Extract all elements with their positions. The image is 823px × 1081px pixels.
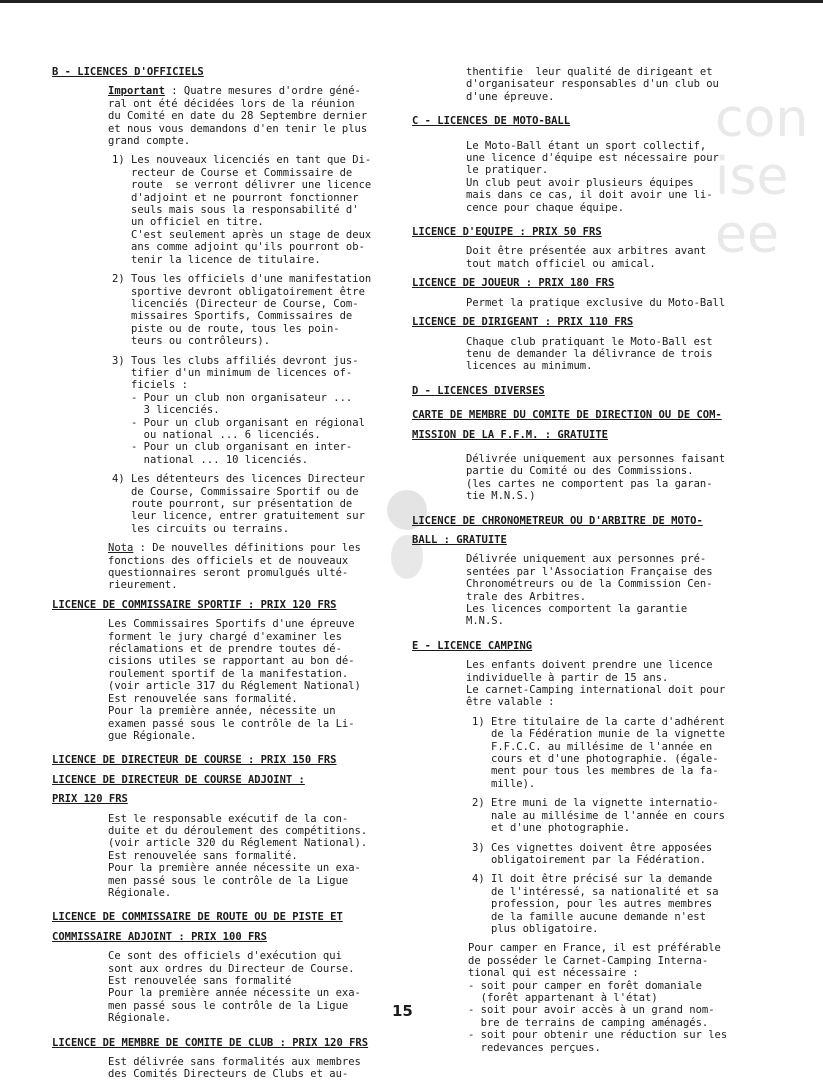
- directeur-text: Est le responsable exécutif de la con- duite et du déroulement des compétitions. (voir article 320 du Réglement National). Est renouvelée sans formalité. Pour la première année nécessite un exa- men passé sous le contrôle de la Ligue Régionale.: [108, 812, 368, 899]
- licence-directeur-adjoint-heading: LICENCE DE DIRECTEUR DE COURSE ADJOINT :: [52, 773, 305, 786]
- nota-paragraph: Nota : De nouvelles définitions pour les fonctions des officiels et de nouveaux questionnaires seront promulgués ulté- rieurement.: [108, 542, 361, 592]
- continued-text: thentifie leur qualité de dirigeant et d'organisateur responsables d'un club ou d'une épreuve.: [466, 66, 719, 103]
- left-column: [52, 66, 398, 1081]
- list-item: 2) Etre muni de la vignette internatio- nale au millésime de l'année en cours et d'une photographie.: [472, 797, 725, 835]
- list-item: 4) Les détenteurs des licences Directeur de Course, Commissaire Sportif ou de route pourront, sur présentation de leur licence, entrer gratuitement sur les circuits ou terrains.: [112, 473, 365, 535]
- licence-equipe-heading: LICENCE D'EQUIPE : PRIX 50 FRS: [412, 226, 602, 239]
- club-text: Est délivrée sans formalités aux membres des Comités Directeurs de Clubs et au-: [108, 1056, 361, 1081]
- list-item: 3) Ces vignettes doivent être apposées obligatoirement par la Fédération.: [472, 841, 713, 866]
- licence-membre-comite-club-heading: LICENCE DE MEMBRE DE COMITE DE CLUB : PRIX 120 FRS: [52, 1036, 369, 1049]
- list-item: 2) Tous les officiels d'une manifestation sportive devront obligatoirement être licenciés (Directeur de Course, Com- missaires Sportifs, Commissaires de piste ou de route, tous les poin- teurs ou contrôleurs).: [112, 273, 372, 348]
- officials-list: [52, 154, 398, 591]
- right-column: [412, 66, 762, 1054]
- sportif-text: Les Commissaires Sportifs d'une épreuve forment le jury chargé d'examiner les réclamations et de prendre toutes dé- cisions utiles se rapportant au bon dé- roulement sportif de la manifestation. (voir article 317 du Réglement National) Est renouvelée sans formalité. Pour la première année, nécessite un examen passé sous le contrôle de la Li- gue Régionale.: [108, 618, 361, 742]
- carte-text: Délivrée uniquement aux personnes faisant partie du Comité ou des Commissions. (les cartes ne comportent pas la garan- tie M.N.S.): [466, 452, 726, 503]
- equipe-text: Doit être présentée aux arbitres avant tout match officiel ou amical.: [466, 245, 707, 270]
- carte-membre-heading: CARTE DE MEMBRE DU COMITE DE DIRECTION OU DE COM-: [412, 409, 722, 422]
- licence-chronometreur-heading: LICENCE DE CHRONOMETREUR OU D'ARBITRE DE MOTO-: [412, 514, 703, 527]
- joueur-text: Permet la pratique exclusive du Moto-Ball: [466, 296, 726, 309]
- ball-gratuite-heading: BALL : GRATUITE: [412, 533, 507, 546]
- dirigeant-text: Chaque club pratiquant le Moto-Ball est tenu de demander la délivrance de trois licences au minimum.: [466, 335, 713, 373]
- list-item: 1) Les nouveaux licenciés en tant que Di- recteur de Course et Commissaire de route se verront délivrer une licence d'adjoint et ne pourront fonctionner seuls mais sous la responsabilité d' un officiel en titre. C'est seulement après un stage de deux ans comme adjoint qu'ils pourront ob- tenir la licence de titulaire.: [112, 154, 372, 266]
- list-item: 1) Etre titulaire de la carte d'adhérent de la Fédération munie de la vignette F.F.C.C. au millésime de l'année en cours et d'une photographie. (égale- ment pour tous les membres de la fa- mille).: [472, 715, 725, 790]
- bleed-through-text: con ise ee: [715, 90, 809, 265]
- top-border-line: [0, 0, 823, 3]
- moto-ball-text: Le Moto-Ball étant un sport collectif, une licence d'équipe est nécessaire pour le pratiquer. Un club peut avoir plusieurs équipes mais dans ce cas, il doit avoir une li- cence pour chaque équipe.: [466, 139, 719, 214]
- list-item: 4) Il doit être précisé sur la demande de l'intéressé, sa nationalité et sa profession, pour les autres membres de la famille aucune demande n'est plus obligatoire.: [472, 873, 719, 935]
- camping-text: Les enfants doivent prendre une licence individuelle à partir de 15 ans. Le carnet-Camping international doit pour être valable :: [466, 659, 726, 709]
- chrono-text: Délivrée uniquement aux personnes pré- sentées par l'Association Française des Chronométreurs ou de la Commission Cen- trale des Arbitres. Les licences comportent la garantie M.N.S.: [466, 553, 713, 628]
- list-item: 3) Tous les clubs affiliés devront jus- tifier d'un minimum de licences of- ficiels : - Pour un club non organisateur ... 3 licenciés. - Pour un club organisant en régional ou national ... 6 licenciés. - Pour un club organisant en inter- national ... 10 licenciés.: [112, 354, 365, 466]
- licence-dirigeant-heading: LICENCE DE DIRIGEANT : PRIX 110 FRS: [412, 316, 634, 329]
- licence-commissaire-route-heading: LICENCE DE COMMISSAIRE DE ROUTE OU DE PISTE ET: [52, 911, 343, 924]
- licence-commissaire-sportif-heading: LICENCE DE COMMISSAIRE SPORTIF : PRIX 120 FRS: [52, 598, 337, 611]
- section-b-heading: B - LICENCES D'OFFICIELS: [52, 66, 204, 78]
- section-e-heading: E - LICENCE CAMPING: [412, 639, 533, 652]
- commissaire-adjoint-heading: COMMISSAIRE ADJOINT : PRIX 100 FRS: [52, 930, 267, 943]
- section-d-heading: D - LICENCES DIVERSES: [412, 384, 545, 397]
- mission-heading: MISSION DE LA F.F.M. : GRATUITE: [412, 428, 608, 441]
- licence-directeur-heading: LICENCE DE DIRECTEUR DE COURSE : PRIX 150 FRS: [52, 754, 337, 767]
- section-c-heading: C - LICENCES DE MOTO-BALL: [412, 115, 571, 128]
- camping-list: [412, 716, 762, 936]
- important-paragraph: Important : Quatre mesures d'ordre géné- ral ont été décidées lors de la réunion du Comité en date du 28 Septembre dernier et nous vous demandons d'en tenir le plus grand compte.: [108, 85, 368, 148]
- camper-text: Pour camper en France, il est préférable de posséder le Carnet-Camping Interna- tional qui est nécessaire : - soit pour camper en forêt domaniale (forêt appartenant à l'état) - soit pour avoir accès à un grand nom- bre de terrains de camping aménagés. - soit pour obtenir une réduction sur les redevances perçues.: [468, 942, 728, 1054]
- page-number: 15: [392, 1002, 413, 1020]
- licence-joueur-heading: LICENCE DE JOUEUR : PRIX 180 FRS: [412, 277, 615, 290]
- route-text: Ce sont des officiels d'exécution qui sont aux ordres du Directeur de Course. Est renouvelée sans formalité Pour la première année nécessite un exa- men passé sous le contrôle de la Ligue Régionale.: [108, 950, 361, 1025]
- prix-120-heading: PRIX 120 FRS: [52, 793, 128, 806]
